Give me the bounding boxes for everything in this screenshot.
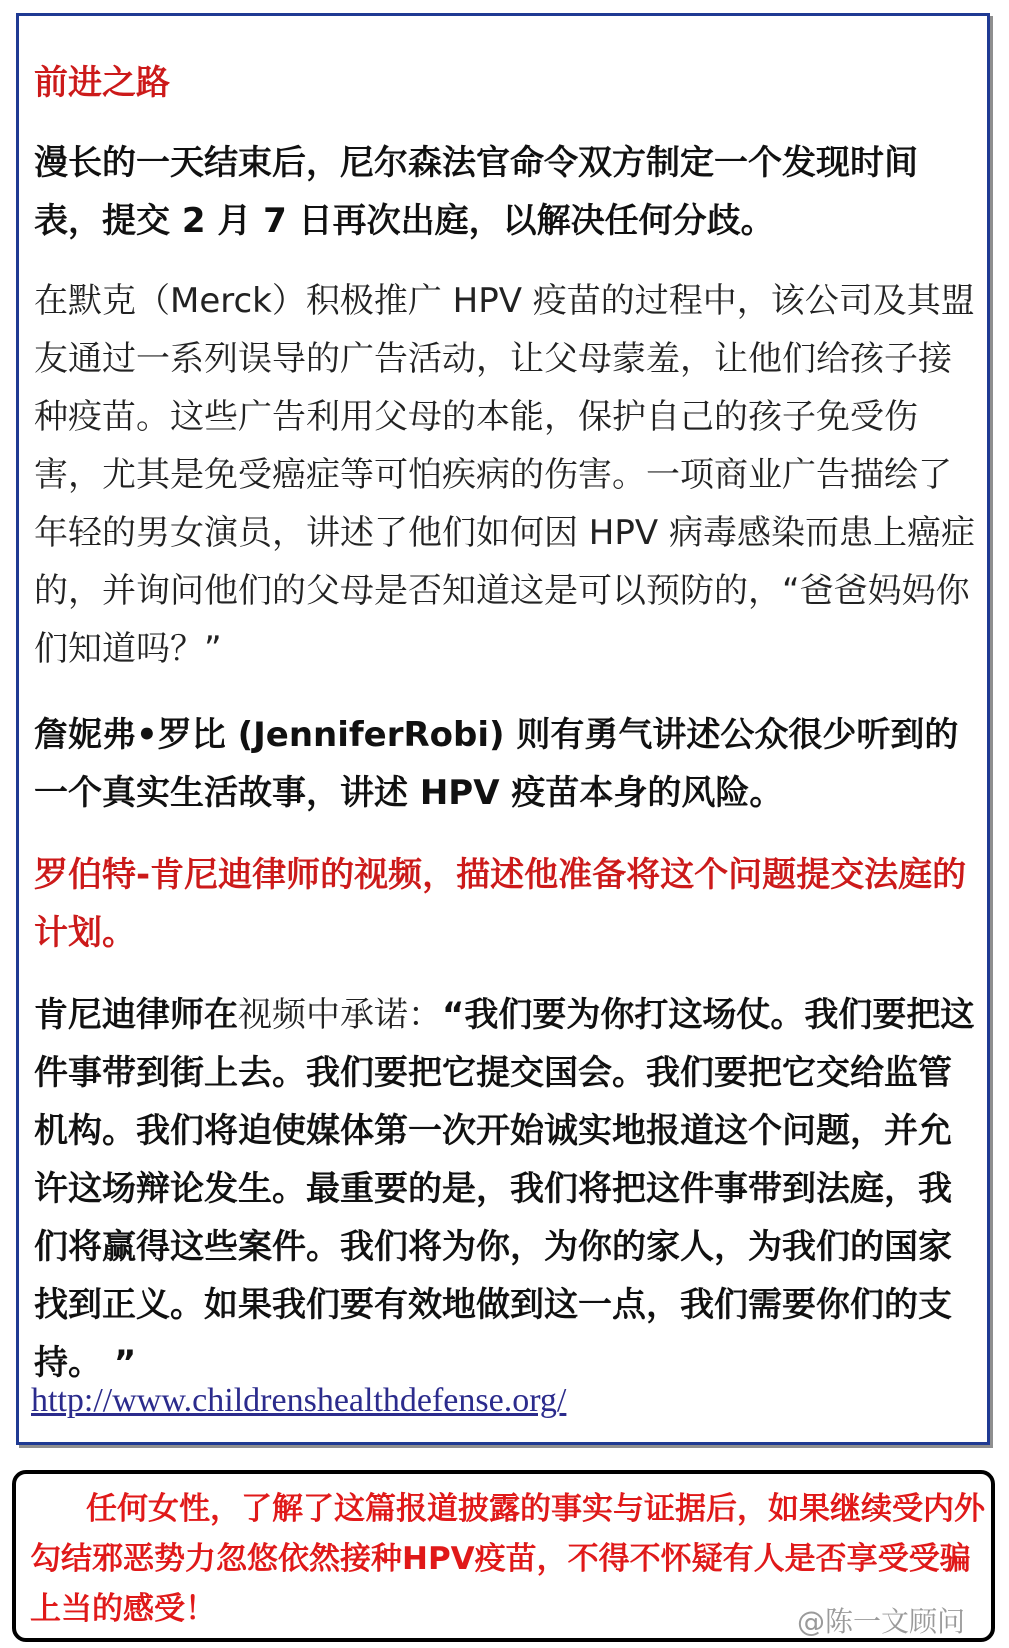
- quote-lead-bold: 肯尼迪律师在: [34, 995, 238, 1035]
- paragraph-jennifer-robi: 詹妮弗•罗比 (JenniferRobi) 则有勇气讲述公众很少听到的一个真实生活故事，讲述 HPV 疫苗本身的风险。: [34, 715, 959, 813]
- warning-notice-text: 任何女性，了解了这篇报道披露的事实与证据后，如果继续受内外勾结邪恶势力忽悠依然接种HPV疫苗，不得不怀疑有人是否享受受骗上当的感受！: [30, 1491, 985, 1627]
- paragraph-court-schedule: 漫长的一天结束后，尼尔森法官命令双方制定一个发现时间表，提交 2 月 7 日再次出庭，以解决任何分歧。: [34, 143, 918, 241]
- section-title: 前进之路: [34, 63, 170, 103]
- quote-body: “我们要为你打这场仗。我们要把这件事带到街上去。我们要把它提交国会。我们要把它交给监管机构。我们将迫使媒体第一次开始诚实地报道这个问题，并允许这场辩论发生。最重要的是，我们将把这件事带到法庭，我们将赢得这些案件。我们将为你，为你的家人，为我们的国家找到正义。如果我们要有效地做到这一点，我们需要你们的支持。 ”: [34, 995, 975, 1383]
- quote-lead-normal: 视频中承诺：: [238, 995, 442, 1035]
- paragraph-kennedy-quote: [34, 986, 979, 1392]
- source-link[interactable]: http://www.childrenshealthdefense.org/: [31, 1382, 567, 1419]
- heading-kennedy-video: 罗伯特-肯尼迪律师的视频，描述他准备将这个问题提交法庭的计划。: [34, 855, 967, 953]
- article-panel: [16, 13, 990, 1445]
- weibo-watermark: @陈一文顾问: [796, 1605, 965, 1638]
- paragraph-ad-campaign: 在默克（Merck）积极推广 HPV 疫苗的过程中，该公司及其盟友通过一系列误导的广告活动，让父母蒙羞，让他们给孩子接种疫苗。这些广告利用父母的本能，保护自己的孩子免受伤害，尤其是免受癌症等可怕疾病的伤害。一项商业广告描绘了年轻的男女演员，讲述了他们如何因 HPV 病毒感染而患上癌症的，并询问他们的父母是否知道这是可以预防的，“爸爸妈妈你们知道吗？”: [34, 281, 975, 669]
